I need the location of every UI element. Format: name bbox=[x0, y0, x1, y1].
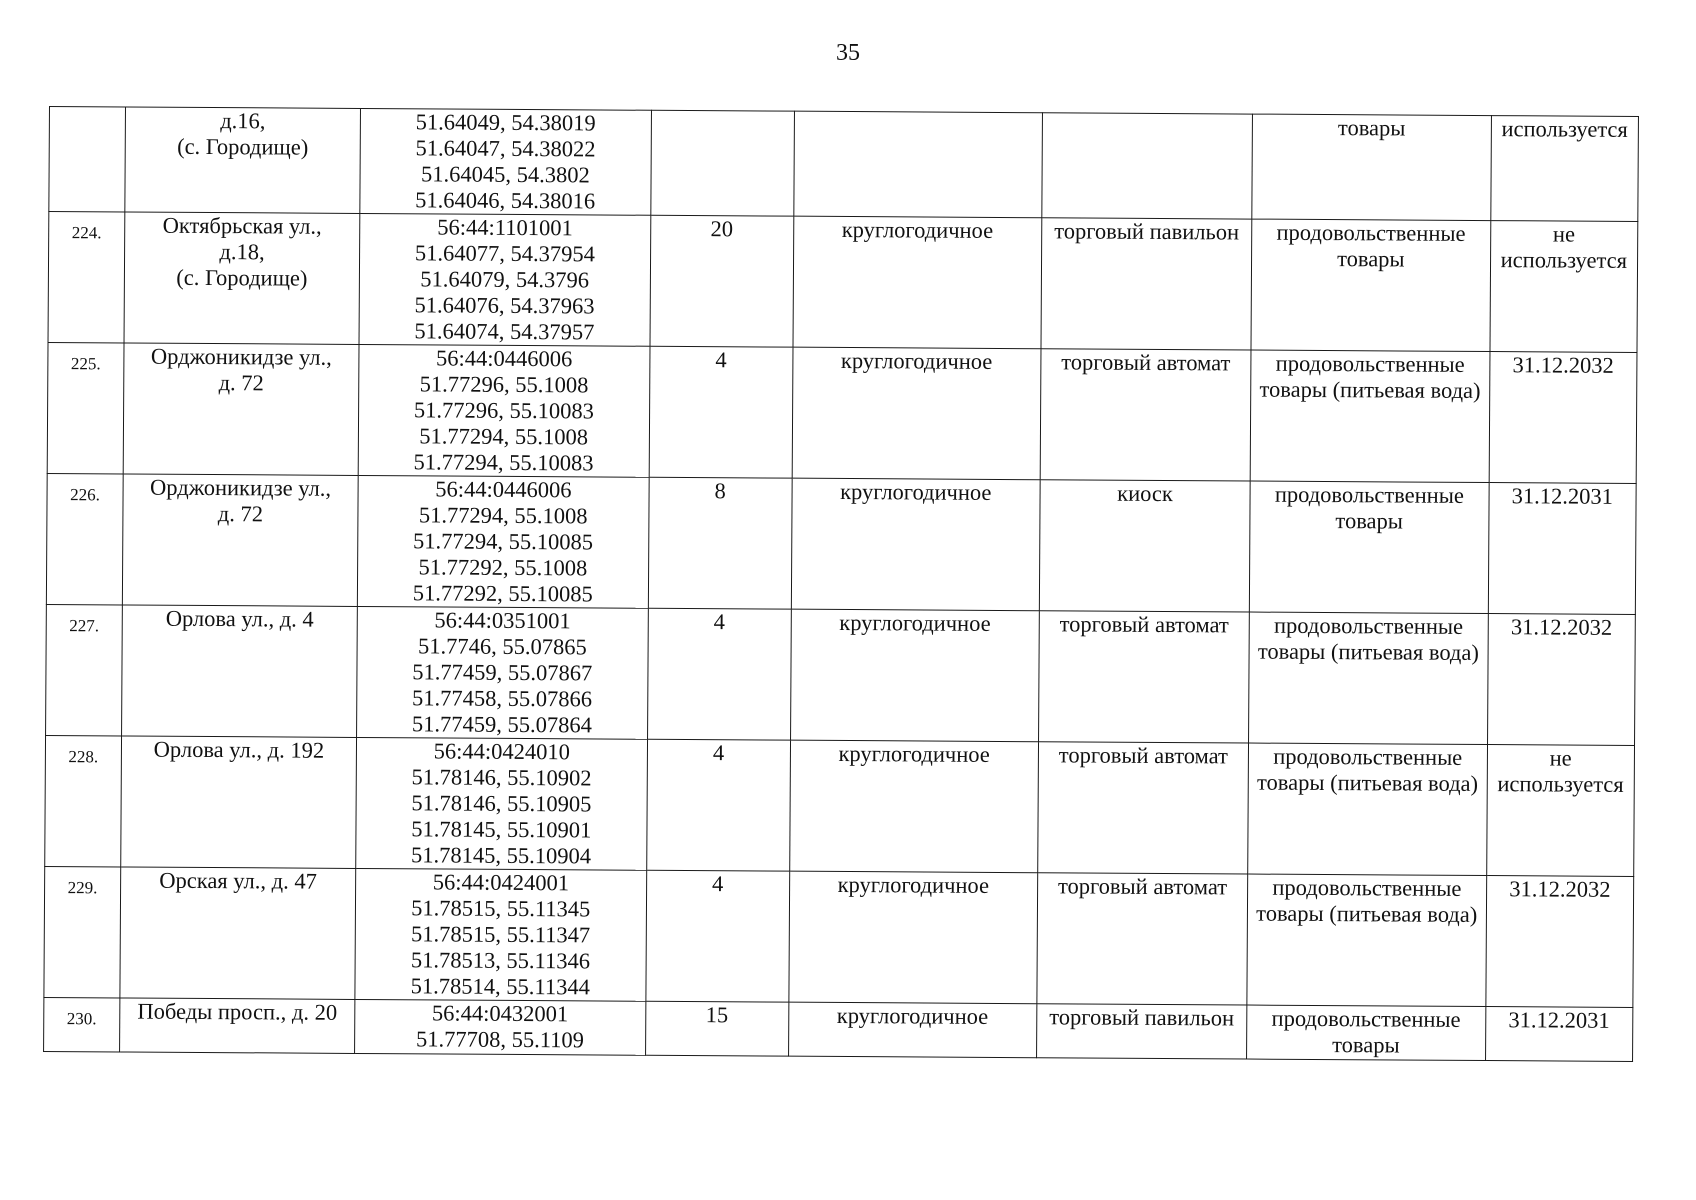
coordinate-line: 51.77296, 55.10083 bbox=[413, 397, 594, 424]
address-line: (с. Городище) bbox=[176, 264, 308, 291]
term-cell: используется bbox=[1490, 116, 1638, 222]
address-cell bbox=[123, 343, 359, 475]
term-cell: не используется bbox=[1490, 221, 1638, 353]
area-cell: 4 bbox=[647, 608, 791, 740]
address-line: Победы просп., д. 20 bbox=[137, 998, 338, 1025]
coordinates-cell bbox=[355, 868, 646, 1001]
object-type-cell: торговый павильон bbox=[1041, 218, 1252, 350]
registry-table bbox=[43, 106, 1639, 1062]
coordinate-line: 56:44:0432001 bbox=[431, 1000, 569, 1027]
row-number: 224. bbox=[48, 212, 125, 343]
coordinate-line: 51.78145, 55.10904 bbox=[411, 842, 592, 869]
coordinate-line: 51.64045, 54.3802 bbox=[420, 161, 590, 188]
area-cell: 15 bbox=[645, 1001, 788, 1056]
period-cell bbox=[793, 111, 1042, 218]
address-line: (с. Городище) bbox=[177, 133, 309, 160]
coordinate-line: 56:44:0446006 bbox=[436, 345, 573, 372]
object-type-cell: торговый автомат bbox=[1040, 349, 1251, 481]
address-line: Орджоникидзе ул., bbox=[150, 474, 332, 501]
specialization-cell: продовольственные товары (питьевая вода) bbox=[1250, 350, 1489, 482]
period-cell: круглогодичное bbox=[792, 347, 1041, 480]
term-cell: 31.12.2032 bbox=[1485, 876, 1633, 1008]
coordinate-line: 51.77294, 55.1008 bbox=[419, 423, 589, 450]
specialization-cell: товары bbox=[1252, 114, 1491, 220]
coordinate-line: 51.78146, 55.10902 bbox=[411, 764, 592, 791]
address-cell bbox=[124, 212, 360, 344]
object-type-cell: киоск bbox=[1039, 480, 1250, 612]
coordinate-line: 51.78514, 55.11344 bbox=[410, 973, 590, 1000]
coordinate-line: 56:44:0446006 bbox=[435, 476, 572, 503]
coordinate-line: 51.64047, 54.38022 bbox=[415, 135, 596, 162]
period-cell: круглогодичное bbox=[788, 1002, 1037, 1058]
coordinate-line: 51.78145, 55.10901 bbox=[411, 816, 592, 843]
coordinate-line: 51.77459, 55.07864 bbox=[411, 711, 592, 738]
coordinates-cell bbox=[355, 999, 646, 1055]
address-cell bbox=[121, 605, 357, 737]
coordinate-line: 51.77294, 55.10085 bbox=[412, 528, 594, 555]
area-cell: 4 bbox=[646, 739, 790, 871]
address-line: Октябрьская ул., bbox=[162, 212, 322, 239]
table-row bbox=[49, 107, 1639, 222]
coordinate-line: 51.77296, 55.1008 bbox=[419, 371, 589, 398]
term-cell: не используется bbox=[1486, 745, 1634, 877]
address-cell bbox=[121, 736, 357, 868]
term-cell: 31.12.2031 bbox=[1488, 483, 1636, 615]
page-number: 35 bbox=[836, 40, 860, 66]
row-number: 225. bbox=[47, 342, 124, 473]
period-cell: круглогодичное bbox=[788, 871, 1037, 1004]
address-line: д. 72 bbox=[218, 370, 264, 396]
coordinate-line: 51.64074, 54.37957 bbox=[414, 318, 595, 345]
coordinate-line: 51.78515, 55.11347 bbox=[410, 921, 591, 948]
object-type-cell: торговый автомат bbox=[1038, 742, 1249, 874]
coordinate-line: 51.64079, 54.3796 bbox=[420, 266, 590, 293]
row-number bbox=[49, 107, 126, 212]
table-row bbox=[47, 342, 1637, 483]
coordinate-line: 51.64076, 54.37963 bbox=[414, 292, 595, 319]
area-cell: 4 bbox=[649, 346, 793, 478]
specialization-cell: продовольственные товары bbox=[1247, 1005, 1486, 1060]
specialization-cell: продовольственные товары bbox=[1251, 219, 1490, 351]
address-line: Орская ул., д. 47 bbox=[159, 867, 317, 894]
table-row bbox=[45, 735, 1635, 876]
coordinate-line: 51.64046, 54.38016 bbox=[415, 187, 596, 214]
address-line: Орлова ул., д. 192 bbox=[153, 736, 325, 763]
address-line: Орджоникидзе ул., bbox=[150, 343, 332, 370]
object-type-cell: торговый павильон bbox=[1036, 1004, 1247, 1059]
registry-sheet bbox=[43, 106, 1639, 1062]
coordinate-line: 51.64049, 54.38019 bbox=[415, 109, 596, 136]
row-number: 227. bbox=[46, 604, 123, 735]
table-row bbox=[44, 997, 1633, 1061]
address-line: д.16, bbox=[220, 108, 266, 134]
coordinate-line: 56:44:0424001 bbox=[432, 869, 570, 896]
coordinate-line: 51.78515, 55.11345 bbox=[411, 895, 591, 922]
period-cell: круглогодичное bbox=[790, 609, 1039, 742]
coordinate-line: 51.77458, 55.07866 bbox=[412, 685, 593, 712]
period-cell: круглогодичное bbox=[791, 478, 1040, 611]
coordinates-cell bbox=[360, 108, 651, 215]
coordinates-cell bbox=[356, 737, 647, 870]
object-type-cell: торговый автомат bbox=[1037, 873, 1248, 1005]
coordinate-line: 51.7746, 55.07865 bbox=[417, 633, 587, 660]
row-number: 229. bbox=[44, 866, 121, 997]
coordinate-line: 51.64077, 54.37954 bbox=[414, 240, 595, 267]
term-cell: 31.12.2032 bbox=[1489, 352, 1637, 484]
period-cell: круглогодичное bbox=[789, 740, 1038, 873]
area-cell: 8 bbox=[648, 477, 792, 609]
row-number: 226. bbox=[46, 473, 123, 604]
specialization-cell: продовольственные товары bbox=[1249, 481, 1488, 613]
area-cell: 4 bbox=[645, 870, 789, 1002]
address-line: д.18, bbox=[219, 239, 265, 265]
coordinate-line: 51.77708, 55.1109 bbox=[415, 1026, 584, 1053]
coordinate-line: 56:44:0424010 bbox=[433, 738, 570, 765]
coordinates-cell bbox=[357, 475, 648, 608]
table-row bbox=[44, 866, 1634, 1007]
row-number: 230. bbox=[44, 997, 120, 1051]
coordinate-line: 51.78146, 55.10905 bbox=[411, 790, 592, 817]
registry-body bbox=[44, 107, 1639, 1062]
coordinates-cell bbox=[359, 213, 650, 346]
coordinates-cell bbox=[358, 344, 649, 477]
address-cell bbox=[122, 474, 358, 606]
specialization-cell: продовольственные товары (питьевая вода) bbox=[1249, 612, 1488, 744]
address-cell bbox=[120, 867, 356, 999]
coordinates-cell bbox=[357, 606, 648, 739]
coordinate-line: 56:44:0351001 bbox=[434, 607, 571, 634]
table-row bbox=[48, 212, 1638, 353]
coordinate-line: 51.77294, 55.1008 bbox=[418, 502, 588, 529]
coordinate-line: 51.77294, 55.10083 bbox=[413, 449, 594, 476]
coordinate-line: 51.77459, 55.07867 bbox=[412, 659, 593, 686]
coordinate-line: 51.77292, 55.1008 bbox=[418, 554, 588, 581]
term-cell: 31.12.2031 bbox=[1485, 1007, 1633, 1062]
object-type-cell bbox=[1042, 113, 1253, 219]
address-line: Орлова ул., д. 4 bbox=[165, 605, 314, 632]
specialization-cell: продовольственные товары (питьевая вода) bbox=[1248, 743, 1487, 875]
address-line: д. 72 bbox=[217, 501, 264, 527]
specialization-cell: продовольственные товары (питьевая вода) bbox=[1247, 874, 1486, 1006]
row-number: 228. bbox=[45, 735, 122, 866]
period-cell: круглогодичное bbox=[793, 216, 1042, 349]
coordinate-line: 56:44:1101001 bbox=[437, 214, 573, 241]
coordinate-line: 51.77292, 55.10085 bbox=[412, 580, 593, 607]
address-cell bbox=[119, 998, 355, 1053]
table-row bbox=[46, 473, 1636, 614]
coordinate-line: 51.78513, 55.11346 bbox=[410, 947, 591, 974]
area-cell: 20 bbox=[650, 215, 794, 347]
object-type-cell: торговый автомат bbox=[1038, 611, 1249, 743]
area-cell bbox=[650, 110, 794, 216]
term-cell: 31.12.2032 bbox=[1487, 614, 1635, 746]
address-cell bbox=[125, 107, 361, 213]
table-row bbox=[46, 604, 1636, 745]
